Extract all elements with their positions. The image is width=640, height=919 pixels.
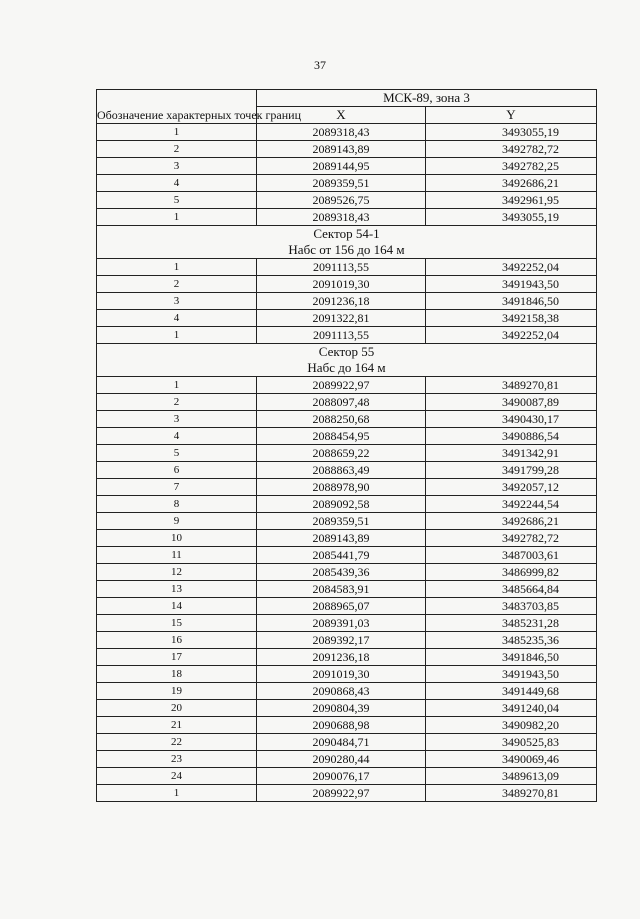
y-coordinate-cell: 3491943,50 <box>426 276 597 293</box>
table-row <box>97 751 597 768</box>
table-row <box>97 734 597 751</box>
point-number-cell: 3 <box>97 158 257 175</box>
y-coordinate-cell: 3486999,82 <box>426 564 597 581</box>
x-coordinate-cell: 2089318,43 <box>257 209 426 226</box>
table-row <box>97 717 597 734</box>
point-number-cell: 14 <box>97 598 257 615</box>
sector-header-row <box>97 344 597 377</box>
table-row <box>97 192 597 209</box>
y-coordinate-cell: 3492244,54 <box>426 496 597 513</box>
x-coordinate-cell: 2091322,81 <box>257 310 426 327</box>
x-coordinate-cell: 2091236,18 <box>257 293 426 310</box>
x-coordinate-cell: 2089318,43 <box>257 124 426 141</box>
y-coordinate-cell: 3487003,61 <box>426 547 597 564</box>
table-row <box>97 496 597 513</box>
y-coordinate-cell: 3492782,72 <box>426 530 597 547</box>
y-coordinate-cell: 3492782,25 <box>426 158 597 175</box>
table-row <box>97 547 597 564</box>
point-number-cell: 8 <box>97 496 257 513</box>
point-number-cell: 2 <box>97 394 257 411</box>
table-row <box>97 394 597 411</box>
point-number-cell: 5 <box>97 192 257 209</box>
sector-height-range: Набс до 164 м <box>307 360 386 375</box>
y-coordinate-cell: 3485235,36 <box>426 632 597 649</box>
y-coordinate-cell: 3491342,91 <box>426 445 597 462</box>
x-coordinate-cell: 2089144,95 <box>257 158 426 175</box>
table-row <box>97 293 597 310</box>
x-coordinate-cell: 2089359,51 <box>257 513 426 530</box>
point-number-cell: 1 <box>97 785 257 802</box>
y-coordinate-cell: 3485664,84 <box>426 581 597 598</box>
table-row <box>97 141 597 158</box>
y-coordinate-cell: 3491943,50 <box>426 666 597 683</box>
sector-height-range: Набс от 156 до 164 м <box>288 242 405 257</box>
point-number-cell: 13 <box>97 581 257 598</box>
point-number-cell: 24 <box>97 768 257 785</box>
point-number-cell: 4 <box>97 428 257 445</box>
x-coordinate-cell: 2089143,89 <box>257 141 426 158</box>
x-coordinate-cell: 2084583,91 <box>257 581 426 598</box>
x-coordinate-cell: 2088965,07 <box>257 598 426 615</box>
table-row <box>97 581 597 598</box>
table-row <box>97 700 597 717</box>
header-row <box>97 90 597 107</box>
y-coordinate-cell: 3492782,72 <box>426 141 597 158</box>
x-coordinate-cell: 2088978,90 <box>257 479 426 496</box>
x-coordinate-cell: 2090688,98 <box>257 717 426 734</box>
x-coordinate-cell: 2085441,79 <box>257 547 426 564</box>
x-coordinate-cell: 2089922,97 <box>257 377 426 394</box>
table-row <box>97 411 597 428</box>
x-coordinate-cell: 2091019,30 <box>257 276 426 293</box>
x-coordinate-cell: 2089922,97 <box>257 785 426 802</box>
table-row <box>97 377 597 394</box>
x-coordinate-cell: 2089391,03 <box>257 615 426 632</box>
sector-header-row <box>97 226 597 259</box>
point-number-cell: 19 <box>97 683 257 700</box>
y-coordinate-cell: 3489270,81 <box>426 377 597 394</box>
point-number-cell: 4 <box>97 175 257 192</box>
point-number-cell: 11 <box>97 547 257 564</box>
y-coordinate-cell: 3490886,54 <box>426 428 597 445</box>
table-row <box>97 530 597 547</box>
y-coordinate-cell: 3490430,17 <box>426 411 597 428</box>
point-number-cell: 12 <box>97 564 257 581</box>
y-coordinate-cell: 3490525,83 <box>426 734 597 751</box>
coordinates-table <box>96 89 597 802</box>
y-coordinate-cell: 3492252,04 <box>426 327 597 344</box>
table-row <box>97 785 597 802</box>
y-coordinate-cell: 3492057,12 <box>426 479 597 496</box>
point-number-cell: 20 <box>97 700 257 717</box>
y-coordinate-cell: 3493055,19 <box>426 124 597 141</box>
x-coordinate-cell: 2088250,68 <box>257 411 426 428</box>
table-row <box>97 209 597 226</box>
x-coordinate-cell: 2089526,75 <box>257 192 426 209</box>
y-coordinate-cell: 3490982,20 <box>426 717 597 734</box>
table-row <box>97 158 597 175</box>
y-coordinate-cell: 3490069,46 <box>426 751 597 768</box>
table-row <box>97 462 597 479</box>
y-coordinate-cell: 3492158,38 <box>426 310 597 327</box>
x-coordinate-cell: 2085439,36 <box>257 564 426 581</box>
x-axis-header: X <box>257 107 426 124</box>
table-row <box>97 327 597 344</box>
y-coordinate-cell: 3491240,04 <box>426 700 597 717</box>
y-coordinate-cell: 3492686,21 <box>426 513 597 530</box>
coordinates-table-body <box>97 90 597 802</box>
point-number-cell: 15 <box>97 615 257 632</box>
point-number-cell: 17 <box>97 649 257 666</box>
sector-name: Сектор 54-1 <box>313 226 380 241</box>
table-row <box>97 683 597 700</box>
x-coordinate-cell: 2089392,17 <box>257 632 426 649</box>
point-number-cell: 10 <box>97 530 257 547</box>
point-number-cell: 18 <box>97 666 257 683</box>
table-row <box>97 175 597 192</box>
point-number-cell: 21 <box>97 717 257 734</box>
y-coordinate-cell: 3492252,04 <box>426 259 597 276</box>
x-coordinate-cell: 2091236,18 <box>257 649 426 666</box>
y-coordinate-cell: 3491846,50 <box>426 649 597 666</box>
y-coordinate-cell: 3489270,81 <box>426 785 597 802</box>
point-number-cell: 9 <box>97 513 257 530</box>
point-number-cell: 1 <box>97 209 257 226</box>
x-coordinate-cell: 2090804,39 <box>257 700 426 717</box>
x-coordinate-cell: 2090868,43 <box>257 683 426 700</box>
point-number-cell: 1 <box>97 124 257 141</box>
point-number-cell: 3 <box>97 411 257 428</box>
point-number-cell: 2 <box>97 276 257 293</box>
page-number: 37 <box>314 58 326 72</box>
table-row <box>97 615 597 632</box>
sector-title <box>97 226 597 259</box>
sector-name: Сектор 55 <box>318 344 375 359</box>
x-coordinate-cell: 2090076,17 <box>257 768 426 785</box>
y-axis-header: Y <box>426 107 597 124</box>
x-coordinate-cell: 2088863,49 <box>257 462 426 479</box>
table-row <box>97 276 597 293</box>
table-row <box>97 310 597 327</box>
x-coordinate-cell: 2091113,55 <box>257 259 426 276</box>
point-designation-header: Обозначение характерных точек границ <box>97 90 257 124</box>
y-coordinate-cell: 3491799,28 <box>426 462 597 479</box>
table-row <box>97 666 597 683</box>
x-coordinate-cell: 2090484,71 <box>257 734 426 751</box>
point-number-cell: 22 <box>97 734 257 751</box>
x-coordinate-cell: 2088659,22 <box>257 445 426 462</box>
table-row <box>97 124 597 141</box>
table-row <box>97 479 597 496</box>
x-coordinate-cell: 2089143,89 <box>257 530 426 547</box>
sector-title <box>97 344 597 377</box>
y-coordinate-cell: 3490087,89 <box>426 394 597 411</box>
point-number-cell: 7 <box>97 479 257 496</box>
point-number-cell: 6 <box>97 462 257 479</box>
x-coordinate-cell: 2089359,51 <box>257 175 426 192</box>
x-coordinate-cell: 2088097,48 <box>257 394 426 411</box>
x-coordinate-cell: 2091019,30 <box>257 666 426 683</box>
table-row <box>97 564 597 581</box>
point-number-cell: 3 <box>97 293 257 310</box>
table-row <box>97 632 597 649</box>
x-coordinate-cell: 2090280,44 <box>257 751 426 768</box>
coordinate-system-header: МСК-89, зона 3 <box>257 90 597 107</box>
point-number-cell: 1 <box>97 259 257 276</box>
y-coordinate-cell: 3491449,68 <box>426 683 597 700</box>
y-coordinate-cell: 3492961,95 <box>426 192 597 209</box>
y-coordinate-cell: 3491846,50 <box>426 293 597 310</box>
y-coordinate-cell: 3493055,19 <box>426 209 597 226</box>
y-coordinate-cell: 3485231,28 <box>426 615 597 632</box>
point-number-cell: 4 <box>97 310 257 327</box>
y-coordinate-cell: 3492686,21 <box>426 175 597 192</box>
y-coordinate-cell: 3483703,85 <box>426 598 597 615</box>
table-row <box>97 445 597 462</box>
table-row <box>97 428 597 445</box>
point-number-cell: 1 <box>97 377 257 394</box>
x-coordinate-cell: 2091113,55 <box>257 327 426 344</box>
table-row <box>97 649 597 666</box>
point-number-cell: 5 <box>97 445 257 462</box>
table-row <box>97 768 597 785</box>
x-coordinate-cell: 2088454,95 <box>257 428 426 445</box>
y-coordinate-cell: 3489613,09 <box>426 768 597 785</box>
point-number-cell: 16 <box>97 632 257 649</box>
point-number-cell: 2 <box>97 141 257 158</box>
point-number-cell: 1 <box>97 327 257 344</box>
point-number-cell: 23 <box>97 751 257 768</box>
table-row <box>97 598 597 615</box>
table-row <box>97 513 597 530</box>
table-row <box>97 259 597 276</box>
x-coordinate-cell: 2089092,58 <box>257 496 426 513</box>
